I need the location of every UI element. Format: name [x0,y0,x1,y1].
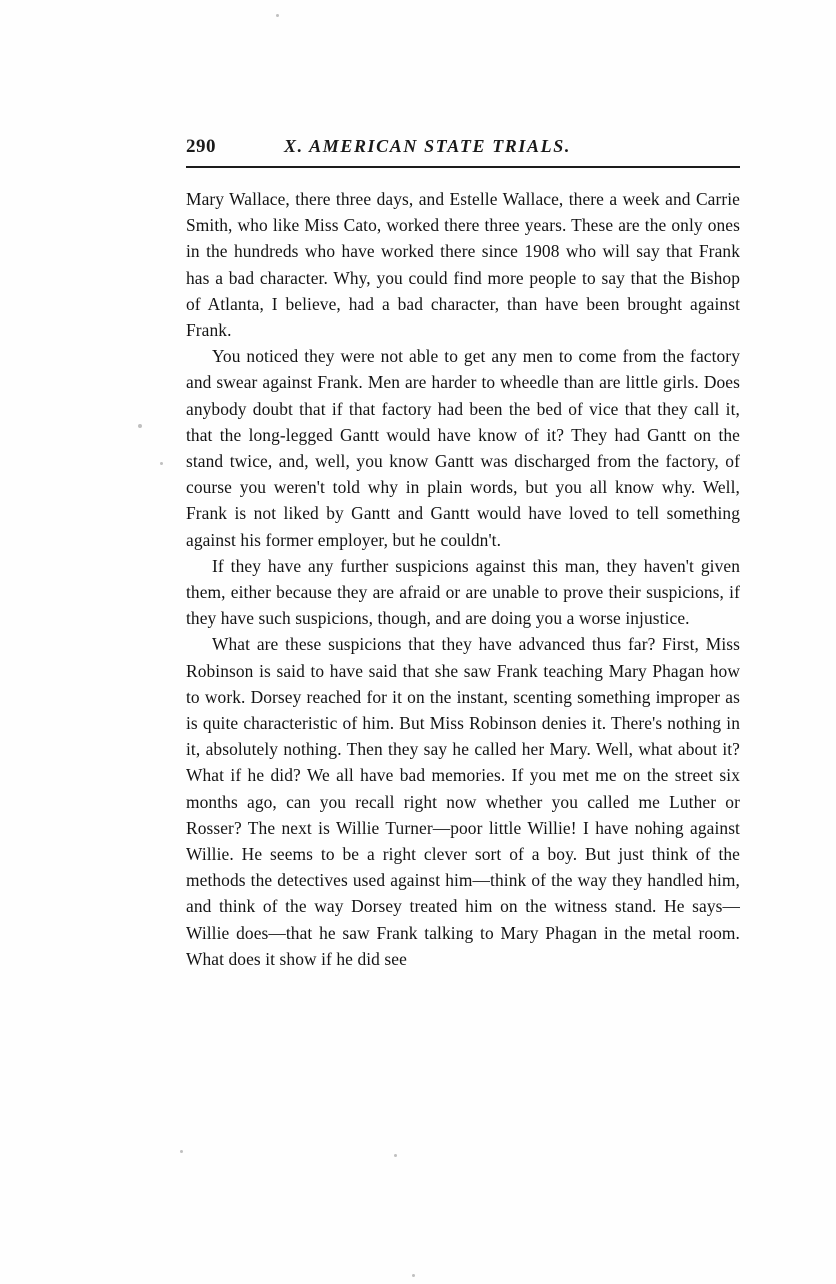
page-number: 290 [186,136,216,157]
page-speck [138,424,142,428]
page-speck [180,1150,183,1153]
body-paragraph: Mary Wallace, there three days, and Estelle Wallace, there a week and Carrie Smith, who like Miss Cato, worked there three years. These are the only ones in the hundreds who have worked there since 1908 who will say that Frank has a bad character. Why, you could find more people to say that the Bishop of Atlanta, I believe, had a bad character, than have been brought against Frank. [186,189,740,341]
page-header [186,136,740,158]
page-speck [412,1274,415,1277]
page-speck [276,14,279,17]
body-paragraph: If they have any further suspicions against this man, they haven't given them, either because they are afraid or are unable to prove their suspicions, if they have such suspicions, though, and are doing you a worse injustice. [186,555,740,629]
body-paragraph: What are these suspicions that they have advanced thus far? First, Miss Robinson is said to have said that she saw Frank teaching Mary Phagan how to work. Dorsey reached for it on the instant, scenting something improper as is quite characteristic of him. But Miss Robinson denies it. There's nothing in it, absolutely nothing. Then they say he called her Mary. Well, what about it? What if he did? We all have bad memories. If you met me on the street six months ago, can you recall right now whether you called me Luther or Rosser? The next is Willie Turner—poor little Willie! I have nohing against Willie. He seems to be a right clever sort of a boy. But just think of the methods the detectives used against him—think of the way they handled him, and think of the way Dorsey treated him on the witness stand. He says—Willie does—that he saw Frank talking to Mary Phagan in the metal room. What does it show if he did see [186,634,740,969]
page-speck [394,1154,397,1157]
page-speck [160,462,163,465]
header-rule [186,166,740,168]
page-body [186,186,740,972]
body-paragraph: You noticed they were not able to get any men to come from the factory and swear against Frank. Men are harder to wheedle than are little girls. Does anybody doubt that if that factory had been the bed of vice that they call it, that the long-legged Gantt would have know of it? They had Gantt on the stand twice, and, well, you know Gantt was discharged from the factory, of course you weren't told why in plain words, but you all know why. Well, Frank is not liked by Gantt and Gantt would have loved to tell something against his former employer, but he couldn't. [186,346,740,550]
running-title: X. AMERICAN STATE TRIALS. [284,136,571,156]
